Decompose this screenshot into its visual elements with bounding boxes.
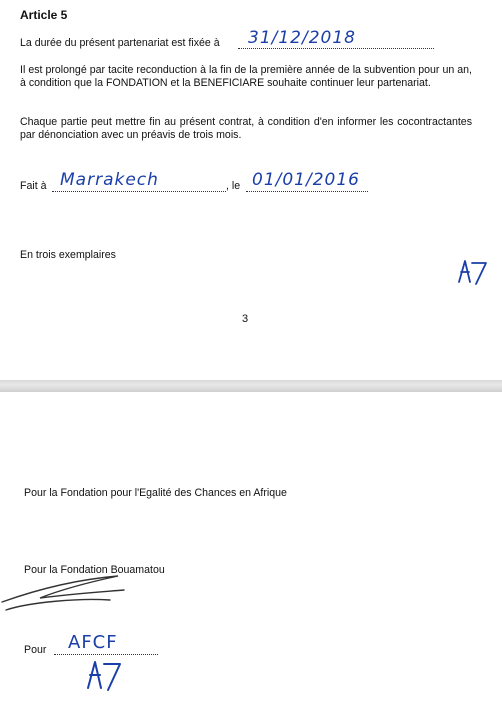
initials-signature-bottom <box>84 658 124 692</box>
copies-note: En trois exemplaires <box>20 249 116 261</box>
article-heading: Article 5 <box>20 8 68 22</box>
bouamatou-signature <box>0 572 130 616</box>
signature-page <box>0 392 502 720</box>
egalite-foundation-label: Pour la Fondation pour l'Egalité des Chances en Afrique <box>24 487 287 499</box>
place-dotted-line <box>52 191 226 192</box>
date-dotted-line <box>246 191 368 192</box>
termination-paragraph: Chaque partie peut mettre fin au présent contrat, à condition d'en informer les cocontractantes par dénonciation avec un préavis de trois mois. <box>20 116 472 141</box>
pour-dotted-line <box>54 654 158 655</box>
initials-signature <box>456 258 488 286</box>
handwritten-end-date: 31/12/2018 <box>248 28 356 48</box>
handwritten-date: 01/01/2016 <box>252 170 360 190</box>
date-label: , le <box>226 180 241 192</box>
duration-label: La durée du présent partenariat est fixée à <box>20 37 220 49</box>
duration-dotted-line <box>238 48 434 49</box>
fait-a-label: Fait à <box>20 180 47 192</box>
handwritten-organization: AFCF <box>68 632 118 653</box>
handwritten-place: Marrakech <box>60 170 159 190</box>
renewal-paragraph: Il est prolongé par tacite reconduction à la fin de la première année de la subvention pour un an, à condition que la FONDATION et la BENEFICIARE souhaite continuer leur partenariat. <box>20 64 472 89</box>
pour-label: Pour <box>24 644 47 656</box>
page-separator <box>0 380 502 392</box>
bouamatou-foundation-label: Pour la Fondation Bouamatou <box>24 564 165 576</box>
page-number: 3 <box>242 313 249 325</box>
